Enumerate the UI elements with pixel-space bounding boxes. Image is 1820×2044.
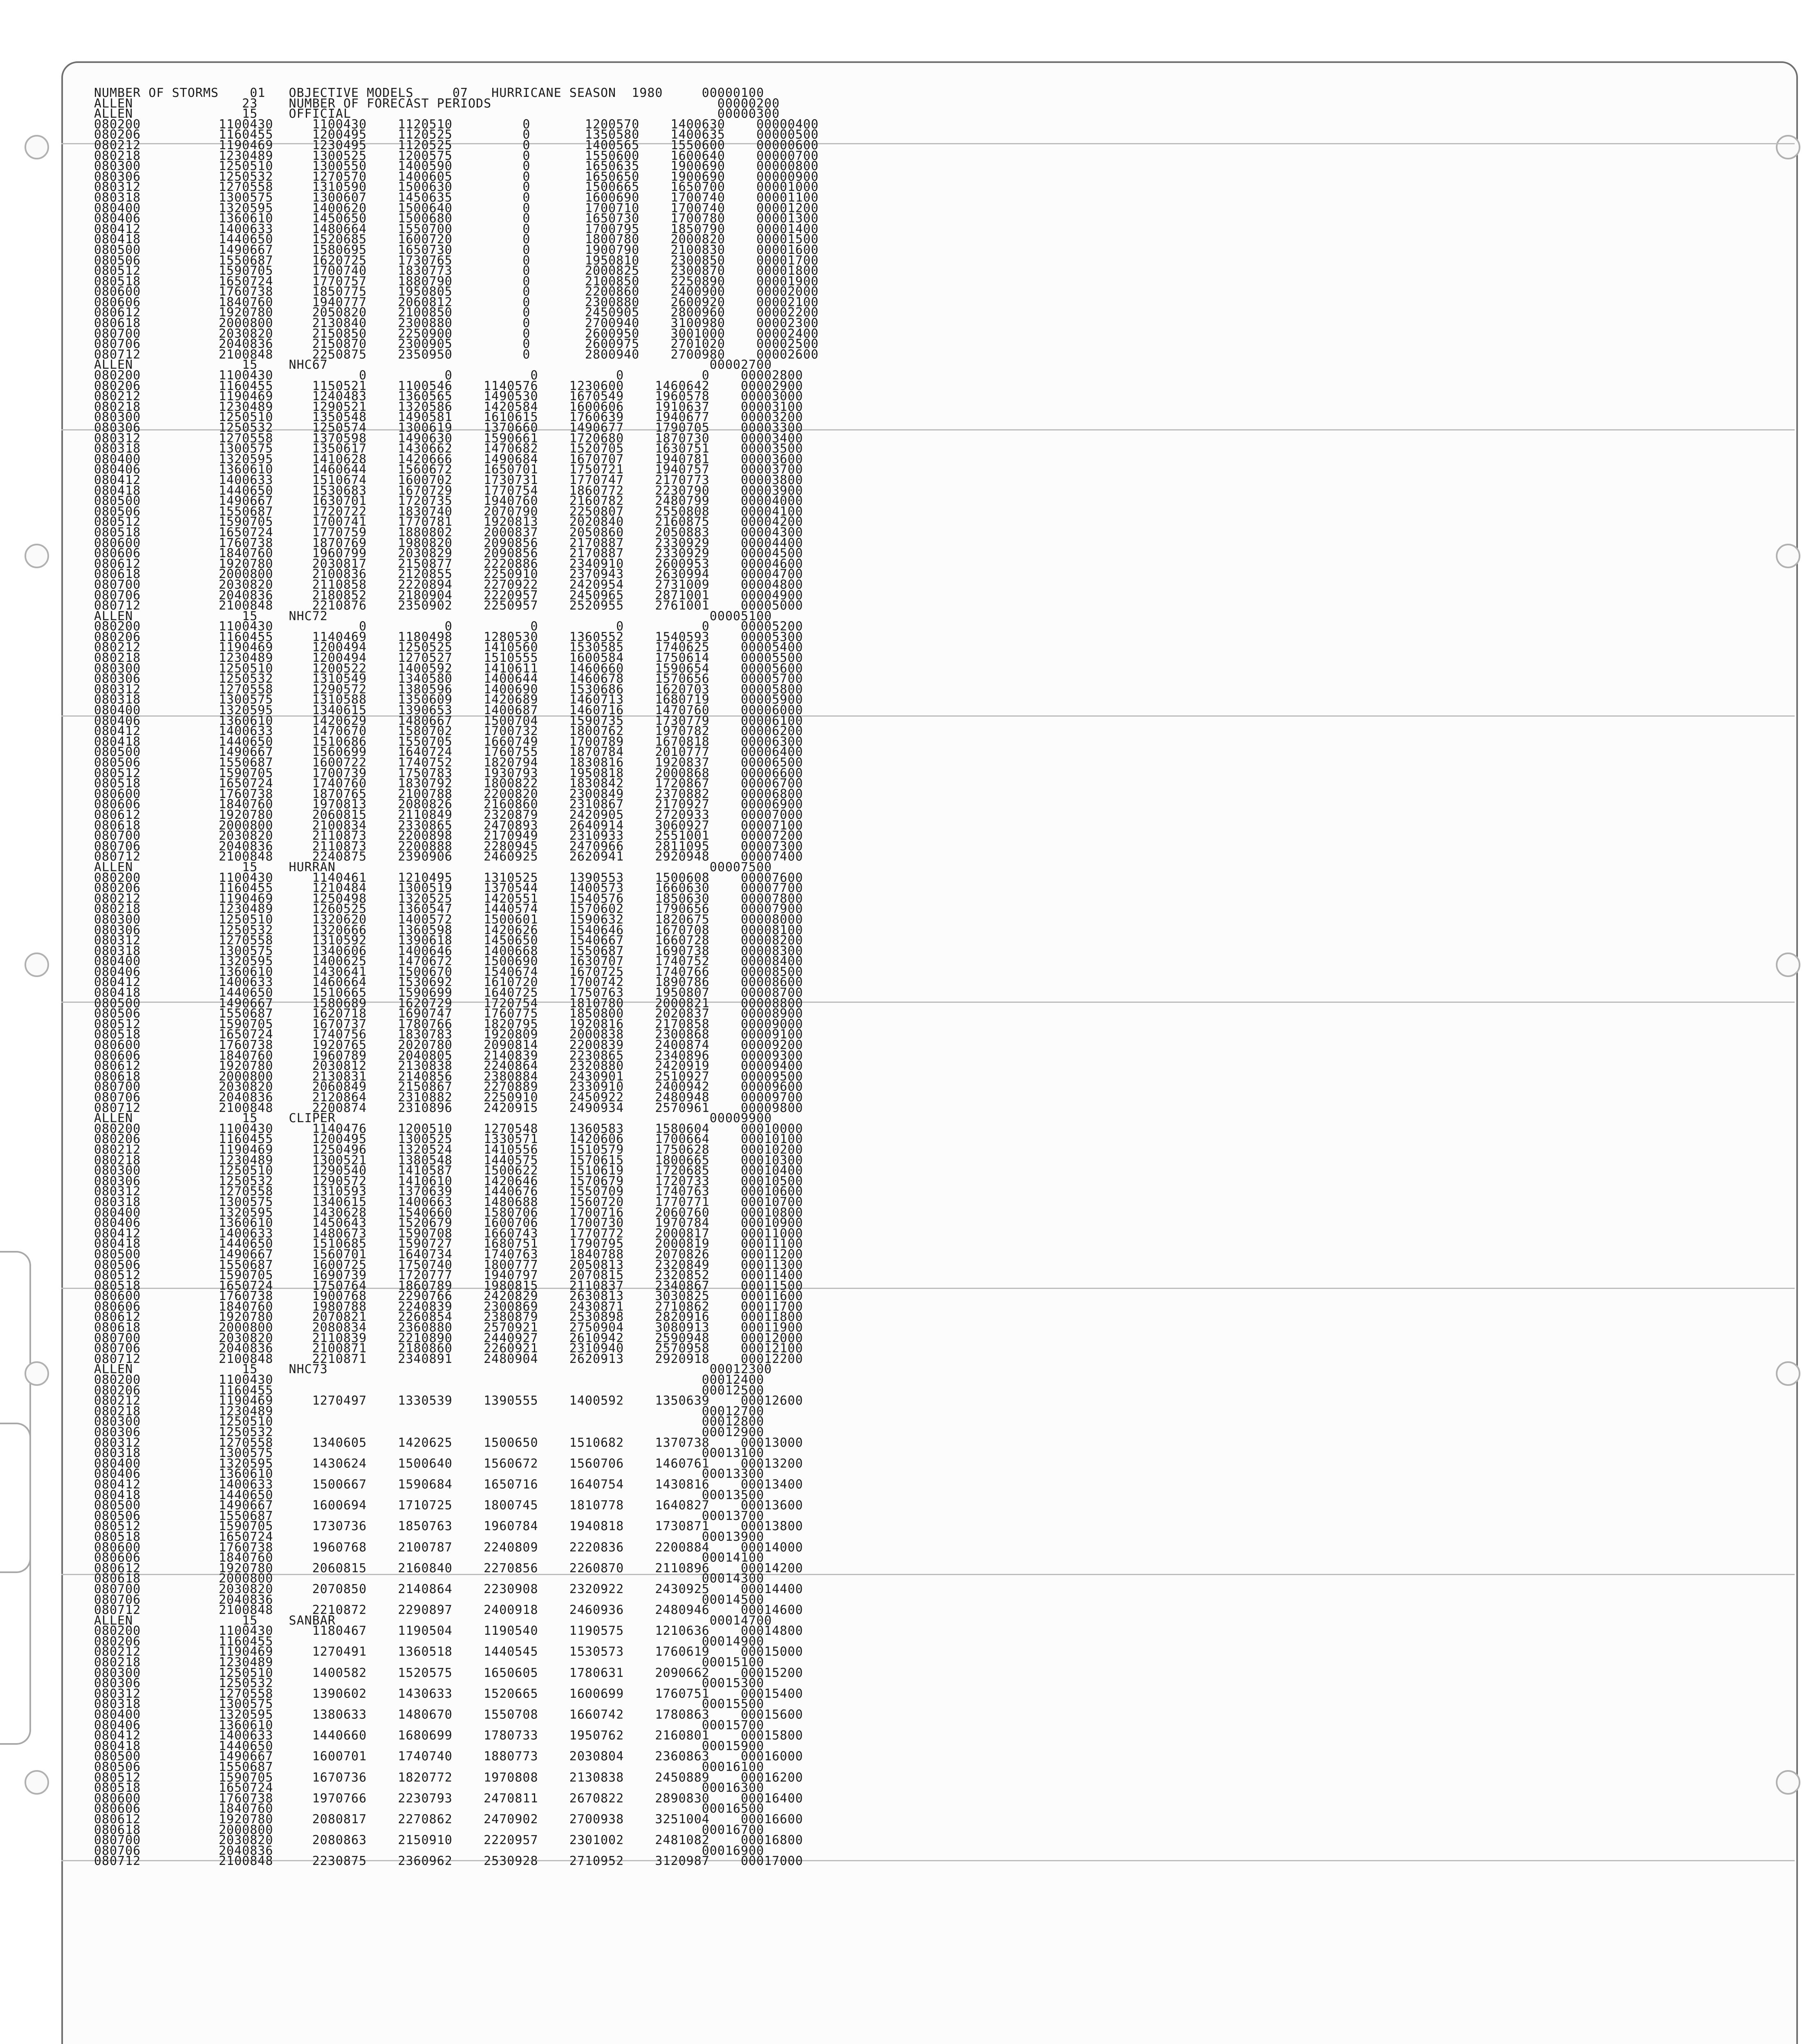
listing-line: 080518 1650724 1740756 1830783 1920809 2000838 2300868 00009100 bbox=[94, 1027, 803, 1042]
listing-line: 080412 1400633 1460664 1530692 1610720 1700742 1890786 00008600 bbox=[94, 975, 803, 990]
listing-line: 080518 1650724 1770757 1880790 0 2100850 2250890 00001900 bbox=[94, 274, 819, 289]
listing-line: 080406 1360610 00015700 bbox=[94, 1718, 764, 1732]
listing-line: 080612 1920780 2070821 2260854 2380879 2530898 2820916 00011800 bbox=[94, 1310, 803, 1325]
sprocket-hole-right bbox=[1776, 135, 1800, 159]
sprocket-hole-left bbox=[25, 1770, 49, 1795]
listing-line: 080212 1190469 1200494 1250525 1410560 1530585 1740625 00005400 bbox=[94, 640, 803, 655]
listing-line: 080200 1100430 0 0 0 0 0 00002800 bbox=[94, 368, 803, 383]
listing-line: 080618 2000800 2100836 2120855 2250910 2370943 2630994 00004700 bbox=[94, 567, 803, 582]
listing-line: 080318 1300575 1310588 1350609 1420689 1460713 1680719 00005900 bbox=[94, 693, 803, 707]
listing-line: 080712 2100848 2210876 2350902 2250957 2520955 2761001 00005000 bbox=[94, 598, 803, 613]
listing-line: 080218 1230489 00015100 bbox=[94, 1655, 764, 1670]
listing-line: 080312 1270558 1310593 1370639 1440676 1550709 1740763 00010600 bbox=[94, 1184, 803, 1199]
listing-line: 080600 1760738 1850775 1950805 0 2200860 2400900 00002000 bbox=[94, 285, 819, 299]
sprocket-hole-left bbox=[25, 953, 49, 977]
listing-line: 080618 2000800 2100834 2330865 2470893 2640914 3060927 00007100 bbox=[94, 818, 803, 833]
listing-line: 080706 2040836 2110873 2200888 2280945 2470966 2811095 00007300 bbox=[94, 839, 803, 854]
listing-line: 080512 1590705 1730736 1850763 1960784 1940818 1730871 00013800 bbox=[94, 1519, 803, 1534]
listing-line: 080400 1320595 1430624 1500640 1560672 1560706 1460761 00013200 bbox=[94, 1456, 803, 1471]
sprocket-hole-right bbox=[1776, 1361, 1800, 1386]
listing-line: 080700 2030820 2070850 2140864 2230908 2320922 2430925 00014400 bbox=[94, 1582, 803, 1596]
listing-line: 080318 1300575 1340615 1400663 1480688 1560720 1770771 00010700 bbox=[94, 1195, 803, 1209]
listing-line: 080712 2100848 2200874 2310896 2420915 2490934 2570961 00009800 bbox=[94, 1100, 803, 1115]
listing-line: 080312 1270558 1340605 1420625 1500650 1510682 1370738 00013000 bbox=[94, 1435, 803, 1450]
listing-line: 080400 1320595 1340615 1390653 1400687 1460716 1470760 00006000 bbox=[94, 703, 803, 718]
listing-line: 080406 1360610 1450650 1500680 0 1650730 1700780 00001300 bbox=[94, 211, 819, 226]
listing-line: 080212 1190469 1250496 1320524 1410556 1510579 1750628 00010200 bbox=[94, 1142, 803, 1157]
listing-line: 080206 1160455 00012500 bbox=[94, 1383, 764, 1398]
listing-line: 080200 1100430 1180467 1190504 1190540 1190575 1210636 00014800 bbox=[94, 1624, 803, 1638]
listing-line: 080418 1440650 1510665 1590699 1640725 1750763 1950807 00008700 bbox=[94, 986, 803, 1000]
listing-line: 080218 1230489 1260525 1360547 1440574 1570602 1790656 00007900 bbox=[94, 902, 803, 917]
listing-line: 080400 1320595 1400620 1500640 0 1700710 1700740 00001200 bbox=[94, 201, 819, 215]
listing-line: 080312 1270558 1290572 1380596 1400690 1530686 1620703 00005800 bbox=[94, 682, 803, 697]
listing-line: 080606 1840760 00014100 bbox=[94, 1551, 764, 1565]
listing-line: 080712 2100848 2240875 2390906 2460925 2620941 2920948 00007400 bbox=[94, 849, 803, 864]
listing-line: 080618 2000800 2130831 2140856 2380884 2430901 2510927 00009500 bbox=[94, 1069, 803, 1084]
listing-line: 080500 1490667 1580689 1620729 1720754 1810780 2000821 00008800 bbox=[94, 996, 803, 1011]
listing-line: 080700 2030820 2110873 2200898 2170949 2310933 2551001 00007200 bbox=[94, 829, 803, 843]
listing-line: 080418 1440650 00015900 bbox=[94, 1739, 764, 1753]
listing-line: 080500 1490667 1560699 1640724 1760755 1870784 2010777 00006400 bbox=[94, 745, 803, 760]
listing-line: 080700 2030820 2080863 2150910 2220957 2301002 2481082 00016800 bbox=[94, 1833, 803, 1848]
listing-line: 080706 2040836 00016900 bbox=[94, 1843, 764, 1858]
listing-line: 080500 1490667 1600701 1740740 1880773 2030804 2360863 00016000 bbox=[94, 1749, 803, 1764]
listing-line: 080212 1190469 1230495 1120525 0 1400565 1550600 00000600 bbox=[94, 138, 819, 152]
listing-line: 080206 1160455 1150521 1100546 1140576 1230600 1460642 00002900 bbox=[94, 379, 803, 393]
listing-line: 080506 1550687 00016100 bbox=[94, 1760, 764, 1774]
listing-line: 080712 2100848 2250875 2350950 0 2800940 2700980 00002600 bbox=[94, 347, 819, 362]
listing-line: 080600 1760738 1920765 2020780 2090814 2200839 2400874 00009200 bbox=[94, 1038, 803, 1053]
listing-line: 080600 1760738 1960768 2100787 2240809 2220836 2200884 00014000 bbox=[94, 1540, 803, 1555]
listing-line: 080212 1190469 1270497 1330539 1390555 1400592 1350639 00012600 bbox=[94, 1394, 803, 1408]
listing-line: 080512 1590705 1670737 1780766 1820795 1920816 2170858 00009000 bbox=[94, 1017, 803, 1031]
listing-line: 080218 1230489 1200494 1270527 1510555 1600584 1750614 00005500 bbox=[94, 651, 803, 666]
listing-line: 080212 1190469 1250498 1320525 1420551 1540576 1850630 00007800 bbox=[94, 891, 803, 906]
listing-line: 080612 1920780 2050820 2100850 0 2450905 2800960 00002200 bbox=[94, 305, 819, 320]
listing-line: 080600 1760738 1870765 2100788 2200820 2300849 2370882 00006800 bbox=[94, 787, 803, 801]
sprocket-hole-right bbox=[1776, 1770, 1800, 1795]
listing-line: 080412 1400633 1480664 1550700 0 1700795 1850790 00001400 bbox=[94, 222, 819, 236]
listing-line: 080700 2030820 2110858 2220894 2270922 2420954 2731009 00004800 bbox=[94, 577, 803, 592]
listing-line: 080712 2100848 2210872 2290897 2400918 2460936 2480946 00014600 bbox=[94, 1603, 803, 1618]
forecast-listing bbox=[94, 88, 819, 1867]
listing-line: 080418 1440650 1530683 1670729 1770754 1860772 2230790 00003900 bbox=[94, 483, 803, 498]
listing-line: 080706 2040836 2150870 2300905 0 2600975 2701020 00002500 bbox=[94, 337, 819, 352]
listing-line: 080700 2030820 2110839 2210890 2440927 2610942 2590948 00012000 bbox=[94, 1331, 803, 1345]
listing-line: 080306 1250532 1310549 1340580 1400644 1460678 1570656 00005700 bbox=[94, 672, 803, 686]
listing-line: 080406 1360610 1430641 1500670 1540674 1670725 1740766 00008500 bbox=[94, 964, 803, 979]
listing-line: 080318 1300575 1300607 1450635 0 1600690 1700740 00001100 bbox=[94, 190, 819, 205]
listing-line: 080706 2040836 2120864 2310882 2250910 2450922 2480948 00009700 bbox=[94, 1090, 803, 1105]
listing-line: 080312 1270558 1310592 1390618 1450650 1540667 1660728 00008200 bbox=[94, 933, 803, 948]
listing-line: 080306 1250532 1320666 1360598 1420626 1540646 1670708 00008100 bbox=[94, 923, 803, 937]
listing-line: 080500 1490667 1580695 1650730 0 1900790 2100830 00001600 bbox=[94, 242, 819, 257]
listing-line: 080612 1920780 2080817 2270862 2470902 2700938 3251004 00016600 bbox=[94, 1812, 803, 1827]
listing-line: 080218 1230489 1300521 1380548 1440575 1570615 1800665 00010300 bbox=[94, 1153, 803, 1168]
listing-line: 080506 1550687 00013700 bbox=[94, 1508, 764, 1523]
listing-line: 080512 1590705 1670736 1820772 1970808 2130838 2450889 00016200 bbox=[94, 1770, 803, 1785]
listing-line: 080200 1100430 00012400 bbox=[94, 1373, 764, 1387]
listing-line: 080512 1590705 1700740 1830773 0 2000825 2300870 00001800 bbox=[94, 264, 819, 278]
listing-line: 080412 1400633 1510674 1600702 1730731 1770747 2170773 00003800 bbox=[94, 473, 803, 487]
listing-line: 080306 1250532 1270570 1400605 0 1650650 1900690 00000900 bbox=[94, 169, 819, 184]
listing-line: 080300 1250510 00012800 bbox=[94, 1414, 764, 1429]
listing-line: 080200 1100430 0 0 0 0 0 00005200 bbox=[94, 619, 803, 634]
listing-line: 080206 1160455 00014900 bbox=[94, 1634, 764, 1649]
listing-line: 080400 1320595 1410628 1420666 1490684 1670707 1940781 00003600 bbox=[94, 452, 803, 466]
listing-line: 080418 1440650 1520685 1600720 0 1800780 2000820 00001500 bbox=[94, 232, 819, 247]
listing-line: 080206 1160455 1140469 1180498 1280530 1360552 1540593 00005300 bbox=[94, 630, 803, 644]
listing-line: 080618 2000800 00016700 bbox=[94, 1822, 764, 1837]
listing-line: 080300 1250510 1290540 1410587 1500622 1510619 1720685 00010400 bbox=[94, 1163, 803, 1178]
listing-line: 080500 1490667 1630701 1720735 1940760 2160782 2480799 00004000 bbox=[94, 494, 803, 509]
listing-line: 080400 1320595 1400625 1470672 1500690 1630707 1740752 00008400 bbox=[94, 954, 803, 969]
listing-line: 080606 1840760 1970813 2080826 2160860 2310867 2170927 00006900 bbox=[94, 797, 803, 812]
listing-line: ALLEN 15 CLIPER 00009900 bbox=[94, 1111, 772, 1126]
listing-line: ALLEN 15 NHC67 00002700 bbox=[94, 358, 772, 372]
listing-line: 080300 1250510 1400582 1520575 1650605 1780631 2090662 00015200 bbox=[94, 1665, 803, 1680]
listing-line: ALLEN 15 SANBAR 00014700 bbox=[94, 1613, 772, 1628]
paper-edge-stub-lower bbox=[0, 1423, 31, 1745]
listing-line: 080300 1250510 1300550 1400590 0 1650635 1900690 00000800 bbox=[94, 159, 819, 174]
listing-line: 080200 1100430 1140461 1210495 1310525 1390553 1500608 00007600 bbox=[94, 870, 803, 885]
sprocket-hole-right bbox=[1776, 544, 1800, 568]
listing-line: 080418 1440650 00013500 bbox=[94, 1488, 764, 1502]
listing-line: 080618 2000800 2130840 2300880 0 2700940 3100980 00002300 bbox=[94, 316, 819, 331]
listing-line: 080200 1100430 1140476 1200510 1270548 1360583 1580604 00010000 bbox=[94, 1121, 803, 1136]
listing-line: 080412 1400633 1470670 1580702 1700732 1800762 1970782 00006200 bbox=[94, 724, 803, 739]
listing-line: 080612 1920780 2060815 2110849 2320879 2420905 2720933 00007000 bbox=[94, 807, 803, 822]
listing-line: 080318 1300575 00013100 bbox=[94, 1446, 764, 1461]
listing-line: 080512 1590705 1690739 1720777 1940797 2070815 2320852 00011400 bbox=[94, 1268, 803, 1283]
listing-line: 080300 1250510 1350548 1490581 1610615 1760639 1940677 00003200 bbox=[94, 410, 803, 425]
listing-line: 080400 1320595 1430628 1540660 1580706 1700716 2060760 00010800 bbox=[94, 1205, 803, 1220]
listing-line: 080512 1590705 1700739 1750783 1930793 1950818 2000868 00006600 bbox=[94, 766, 803, 780]
listing-line: 080218 1230489 1300525 1200575 0 1550600 1600640 00000700 bbox=[94, 148, 819, 163]
listing-line: 080712 2100848 2210871 2340891 2480904 2620913 2920918 00012200 bbox=[94, 1351, 803, 1366]
listing-line: 080600 1760738 1870769 1980820 2090856 2170887 2330929 00004400 bbox=[94, 536, 803, 550]
listing-line: 080206 1160455 1200495 1120525 0 1350580 1400635 00000500 bbox=[94, 128, 819, 142]
listing-line: 080700 2030820 2150850 2250900 0 2600950 3001000 00002400 bbox=[94, 326, 819, 341]
listing-line: 080206 1160455 1200495 1300525 1330571 1420606 1700664 00010100 bbox=[94, 1132, 803, 1147]
listing-line: 080406 1360610 1450643 1520679 1600706 1700730 1970784 00010900 bbox=[94, 1216, 803, 1230]
sprocket-hole-left bbox=[25, 1361, 49, 1386]
listing-line: 080612 1920780 2060815 2160840 2270856 2260870 2110896 00014200 bbox=[94, 1561, 803, 1576]
listing-line: 080312 1270558 1390602 1430633 1520665 1600699 1760751 00015400 bbox=[94, 1686, 803, 1701]
listing-line: ALLEN 15 NHC73 00012300 bbox=[94, 1362, 772, 1377]
listing-line: 080312 1270558 1310590 1500630 0 1500665 1650700 00001000 bbox=[94, 180, 819, 195]
listing-line: 080212 1190469 1240483 1360565 1490530 1670549 1960578 00003000 bbox=[94, 389, 803, 404]
listing-line: 080600 1760738 1970766 2230793 2470811 2670822 2890830 00016400 bbox=[94, 1791, 803, 1806]
listing-line: ALLEN 15 OFFICIAL 00000300 bbox=[94, 107, 780, 121]
listing-line: ALLEN 15 HURRAN 00007500 bbox=[94, 860, 772, 874]
listing-line: 080706 2040836 2180852 2180904 2220957 2450965 2871001 00004900 bbox=[94, 588, 803, 603]
listing-line: 080418 1440650 1510686 1550705 1660749 1700789 1670818 00006300 bbox=[94, 734, 803, 749]
listing-line: 080606 1840760 1960799 2030829 2090856 2170887 2330929 00004500 bbox=[94, 546, 803, 561]
listing-line: 080618 2000800 2080834 2360880 2570921 2750904 3080913 00011900 bbox=[94, 1320, 803, 1335]
listing-line: 080518 1650724 1740760 1830792 1800822 1830842 1720867 00006700 bbox=[94, 776, 803, 791]
listing-line: 080606 1840760 1980788 2240839 2300869 2430871 2710862 00011700 bbox=[94, 1299, 803, 1314]
listing-line: 080306 1250532 1250574 1300619 1370660 1490677 1790705 00003300 bbox=[94, 421, 803, 435]
listing-line: NUMBER OF STORMS 01 OBJECTIVE MODELS 07 HURRICANE SEASON 1980 00000100 bbox=[94, 86, 764, 100]
listing-line: 080400 1320595 1380633 1480670 1550708 1660742 1780863 00015600 bbox=[94, 1708, 803, 1722]
listing-line: 080606 1840760 1960789 2040805 2140839 2230865 2340896 00009300 bbox=[94, 1048, 803, 1063]
listing-line: 080300 1250510 1200522 1400592 1410611 1460660 1590654 00005600 bbox=[94, 661, 803, 676]
listing-line: 080712 2100848 2230875 2360962 2530928 2710952 3120987 00017000 bbox=[94, 1854, 803, 1869]
listing-line: 080512 1590705 1700741 1770781 1920813 2020840 2160875 00004200 bbox=[94, 515, 803, 529]
listing-line: 080506 1550687 1620718 1690747 1760775 1850800 2020837 00008900 bbox=[94, 1006, 803, 1021]
listing-line: 080706 2040836 2100871 2180860 2260921 2310940 2570958 00012100 bbox=[94, 1341, 803, 1356]
sprocket-hole-right bbox=[1776, 953, 1800, 977]
listing-line: 080200 1100430 1100430 1120510 0 1200570 1400630 00000400 bbox=[94, 117, 819, 132]
listing-line: 080506 1550687 1600725 1750740 1800777 2050813 2320849 00011300 bbox=[94, 1257, 803, 1272]
listing-line: 080406 1360610 1460644 1560672 1650701 1750721 1940757 00003700 bbox=[94, 462, 803, 477]
sprocket-hole-left bbox=[25, 135, 49, 159]
listing-line: 080218 1230489 1290521 1320586 1420584 1600606 1910637 00003100 bbox=[94, 399, 803, 414]
listing-line: 080312 1270558 1370598 1490630 1590661 1720680 1870730 00003400 bbox=[94, 431, 803, 446]
listing-line: 080418 1440650 1510685 1590727 1680751 1790795 2000819 00011100 bbox=[94, 1237, 803, 1251]
listing-line: 080412 1400633 1440660 1680699 1780733 1950762 2160801 00015800 bbox=[94, 1728, 803, 1743]
listing-line: 080612 1920780 2030817 2150877 2220886 2340910 2600953 00004600 bbox=[94, 556, 803, 571]
listing-line: 080318 1300575 00015500 bbox=[94, 1697, 764, 1712]
listing-line: 080406 1360610 00013300 bbox=[94, 1467, 764, 1481]
listing-line: ALLEN 15 NHC72 00005100 bbox=[94, 609, 772, 623]
listing-line: 080618 2000800 00014300 bbox=[94, 1571, 764, 1586]
listing-line: 080212 1190469 1270491 1360518 1440545 1530573 1760619 00015000 bbox=[94, 1645, 803, 1659]
listing-line: 080518 1650724 00013900 bbox=[94, 1529, 764, 1544]
listing-line: 080412 1400633 1480673 1590708 1660743 1770772 2000817 00011000 bbox=[94, 1226, 803, 1241]
listing-line: ALLEN 23 NUMBER OF FORECAST PERIODS 00000200 bbox=[94, 96, 780, 111]
listing-line: 080606 1840760 00016500 bbox=[94, 1802, 764, 1816]
listing-line: 080518 1650724 1750764 1860789 1980815 2110837 2340867 00011500 bbox=[94, 1278, 803, 1293]
listing-line: 080318 1300575 1350617 1430662 1470682 1520705 1630751 00003500 bbox=[94, 442, 803, 456]
listing-line: 080506 1550687 1720722 1830740 2070790 2250807 2550808 00004100 bbox=[94, 504, 803, 519]
listing-line: 080206 1160455 1210484 1300519 1370544 1400573 1660630 00007700 bbox=[94, 881, 803, 896]
listing-line: 080318 1300575 1340606 1400646 1400668 1550687 1690738 00008300 bbox=[94, 944, 803, 958]
listing-line: 080518 1650724 1770759 1880802 2000837 2050860 2050883 00004300 bbox=[94, 525, 803, 540]
listing-line: 080706 2040836 00014500 bbox=[94, 1592, 764, 1607]
listing-line: 080218 1230489 00012700 bbox=[94, 1404, 764, 1419]
listing-line: 080412 1400633 1500667 1590684 1650716 1640754 1430816 00013400 bbox=[94, 1477, 803, 1492]
listing-line: 080506 1550687 1620725 1730765 0 1950810 2300850 00001700 bbox=[94, 253, 819, 268]
listing-line: 080500 1490667 1560701 1640734 1740763 1840788 2070826 00011200 bbox=[94, 1247, 803, 1262]
listing-line: 080600 1760738 1900768 2290766 2420829 2630813 3030825 00011600 bbox=[94, 1289, 803, 1304]
listing-line: 080606 1840760 1940777 2060812 0 2300880 2600920 00002100 bbox=[94, 295, 819, 309]
listing-line: 080300 1250510 1320620 1400572 1500601 1590632 1820675 00008000 bbox=[94, 912, 803, 927]
listing-line: 080500 1490667 1600694 1710725 1800745 1810778 1640827 00013600 bbox=[94, 1498, 803, 1513]
listing-line: 080306 1250532 00015300 bbox=[94, 1676, 764, 1691]
listing-line: 080306 1250532 1290572 1410610 1420646 1570679 1720733 00010500 bbox=[94, 1174, 803, 1188]
listing-line: 080406 1360610 1420629 1480667 1500704 1590735 1730779 00006100 bbox=[94, 713, 803, 728]
listing-line: 080506 1550687 1600722 1740752 1820794 1830816 1920837 00006500 bbox=[94, 755, 803, 770]
sprocket-hole-left bbox=[25, 544, 49, 568]
listing-line: 080518 1650724 00016300 bbox=[94, 1781, 764, 1795]
listing-line: 080612 1920780 2030812 2130838 2240864 2320880 2420919 00009400 bbox=[94, 1059, 803, 1074]
listing-line: 080700 2030820 2060849 2150867 2270889 2330910 2400942 00009600 bbox=[94, 1080, 803, 1094]
listing-line: 080306 1250532 00012900 bbox=[94, 1425, 764, 1439]
